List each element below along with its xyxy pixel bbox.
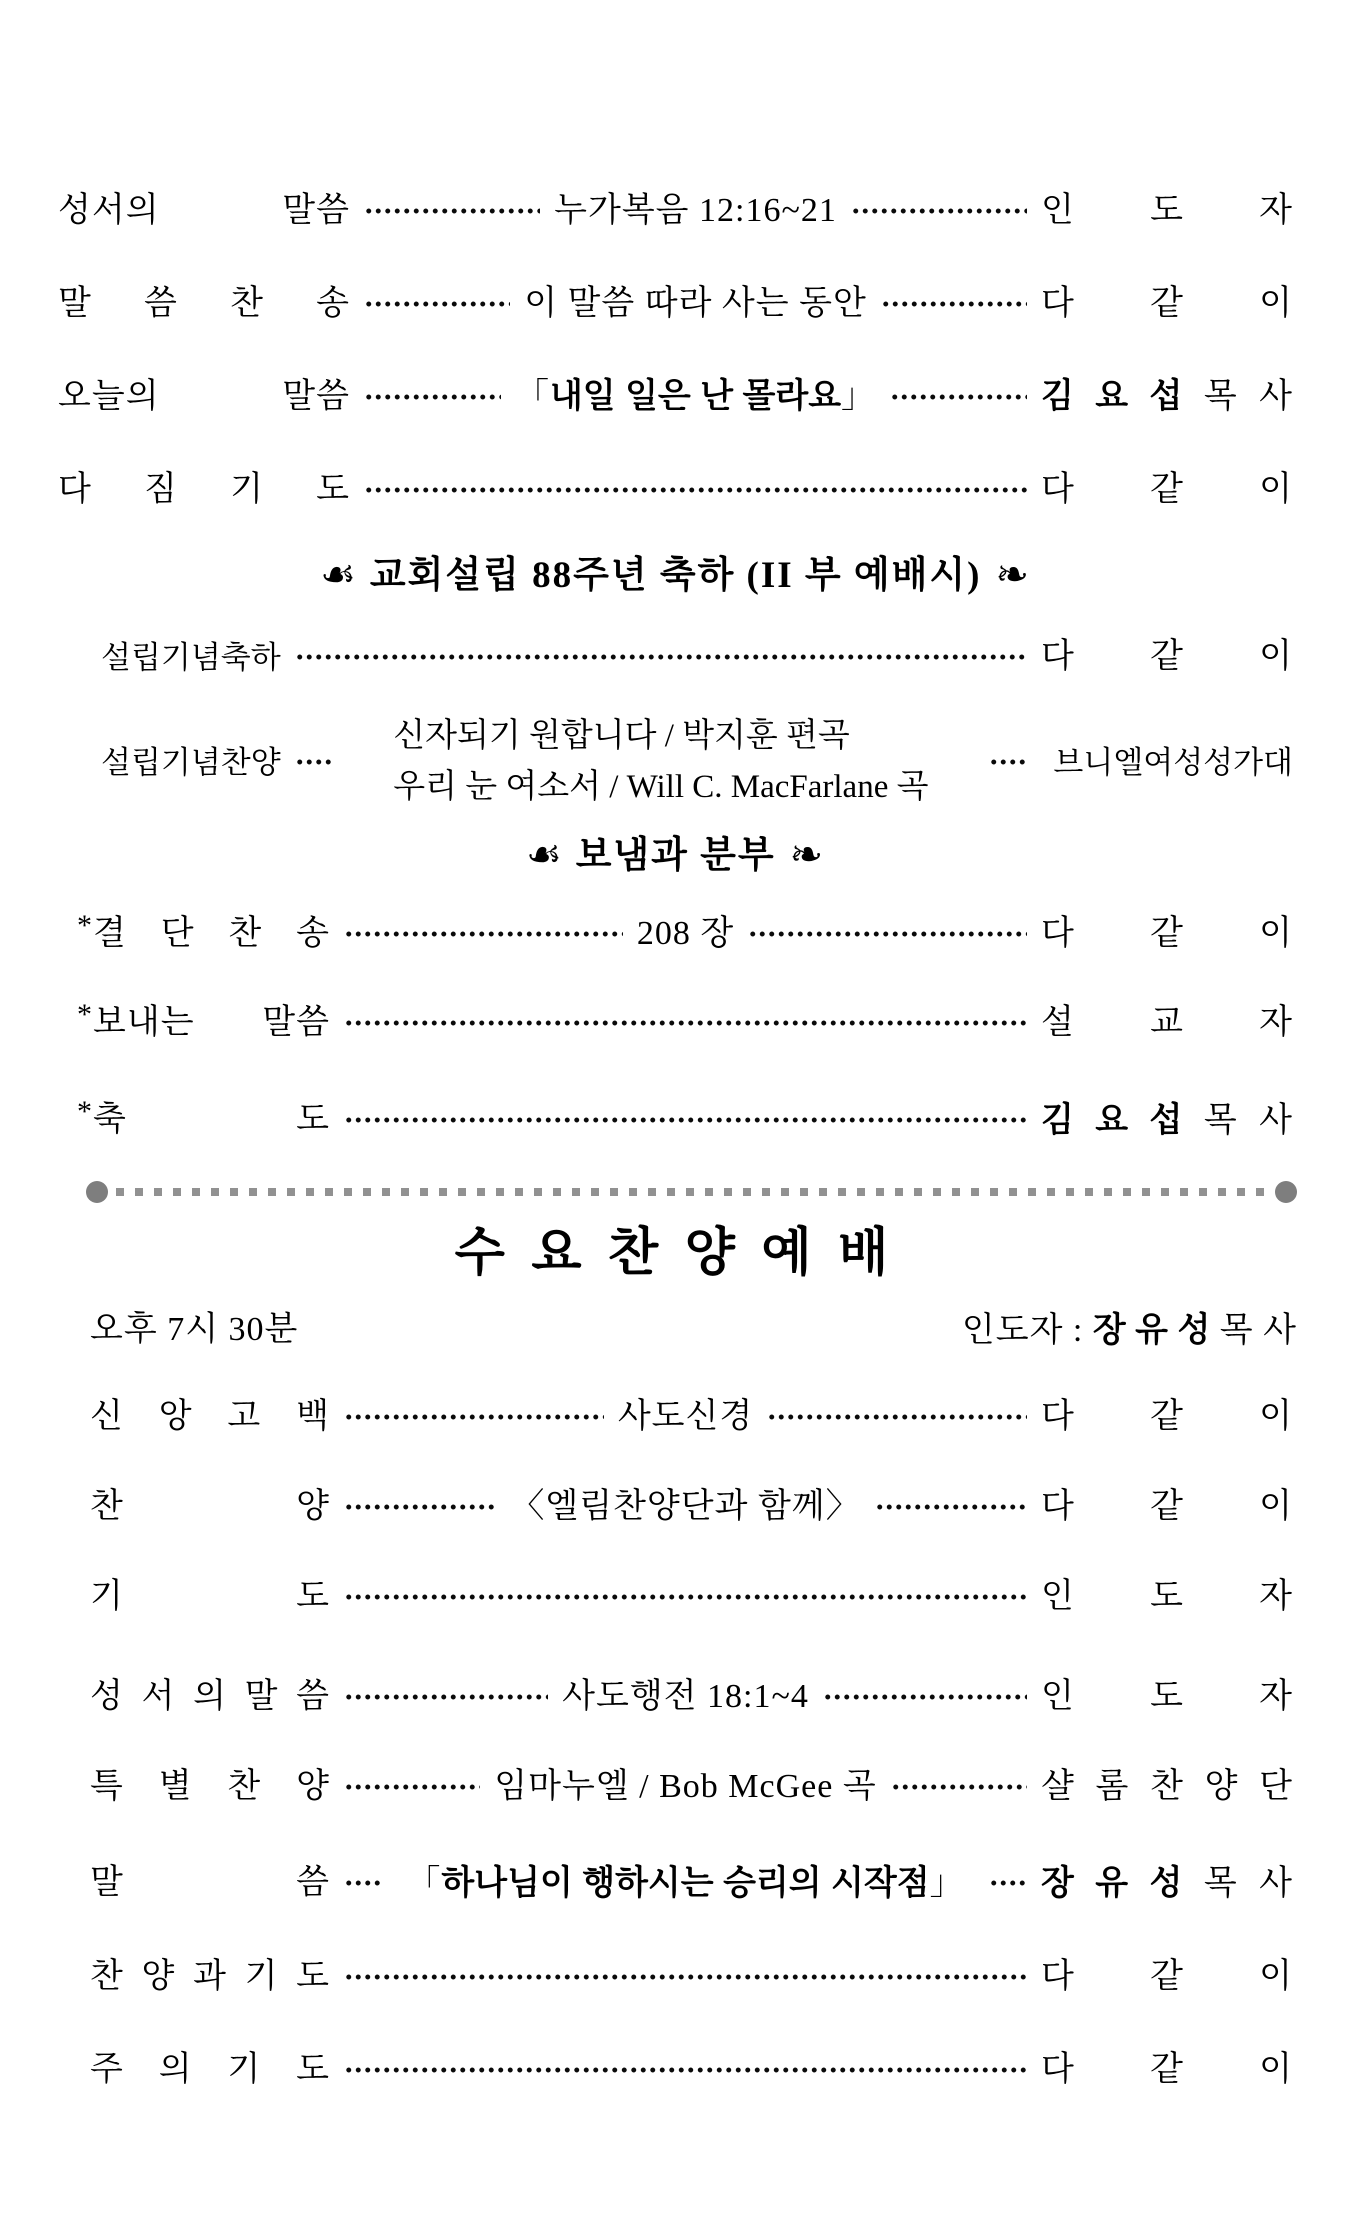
dot-leader	[875, 1502, 1027, 1512]
dot-leader	[344, 1692, 548, 1702]
order-row-benediction	[0, 1064, 1349, 1176]
dot-leader	[767, 1412, 1027, 1422]
row-label: 신 앙 고 백	[90, 1398, 330, 1435]
dot-leader	[989, 1878, 1027, 1888]
anthem-songs	[393, 711, 928, 813]
dot-leader	[344, 1878, 382, 1888]
row-right: 인 도 자	[1041, 191, 1293, 229]
divider-endcap-left	[86, 1181, 108, 1203]
row-right	[1041, 379, 1293, 414]
order-row-praise	[0, 1472, 1349, 1542]
divider-endcap-right	[1275, 1181, 1297, 1203]
wednesday-service-title: 수 요 찬 양 예 배	[454, 1224, 895, 1282]
leader-prefix: 인도자 :	[961, 1311, 1093, 1349]
row-label: 성 서 의 말 씀	[90, 1678, 330, 1715]
sermon-title-text: 내일 일은 난 몰라요	[549, 377, 842, 415]
row-label: 찬 양 과 기 도	[90, 1958, 330, 1995]
row-label: 말 씀 찬 송	[58, 284, 350, 322]
bracket-close: 」	[841, 378, 877, 415]
row-center: 임마누엘 / Bob McGee 곡	[494, 1768, 877, 1805]
pastor-title: 목 사	[1203, 378, 1293, 415]
sending-section-header	[0, 824, 1349, 886]
row-center: 이 말씀 따라 사는 동안	[524, 284, 867, 322]
row-right: 브니엘여성성가대	[1053, 744, 1293, 780]
row-center: 사도행전 18:1~4	[562, 1678, 809, 1715]
dot-leader	[989, 757, 1027, 767]
sermon-title	[396, 1863, 975, 1902]
order-row-sending-words	[0, 982, 1349, 1064]
dot-leader	[890, 392, 1027, 402]
fleuron-right-icon: ❧	[995, 552, 1029, 598]
row-label: 주 의 기 도	[90, 2051, 330, 2088]
order-row-commitment-prayer	[0, 443, 1349, 536]
dot-leader	[344, 1592, 1027, 1602]
dot-leader	[344, 1782, 480, 1792]
dot-leader	[344, 2065, 1027, 2075]
row-right: 다 같 이	[1041, 1958, 1293, 1995]
bracket-open: 「	[514, 378, 550, 415]
dot-leader	[344, 1502, 496, 1512]
dot-leader	[295, 652, 1027, 662]
section-divider	[86, 1176, 1297, 1208]
row-label: 설립기념축하	[101, 639, 281, 675]
dot-leader	[344, 1018, 1027, 1028]
anniversary-section-header	[0, 536, 1349, 614]
dot-leader	[823, 1692, 1027, 1702]
row-right: 다 같 이	[1041, 1488, 1294, 1525]
dot-leader	[364, 392, 501, 402]
divider-dotted-line	[116, 1188, 1267, 1196]
order-row-hymn	[0, 257, 1349, 350]
service-time: 오후 7시 30분	[90, 1311, 299, 1348]
row-label: 축 도	[93, 1101, 330, 1138]
row-right: 샬 롬 찬 양 단	[1041, 1768, 1293, 1805]
fleuron-left-icon: ☙	[525, 832, 562, 878]
order-row-closing-hymn	[0, 886, 1349, 982]
fleuron-left-icon: ☙	[320, 552, 356, 598]
row-label: 결 단 찬 송	[93, 915, 330, 952]
row-right: 다 같 이	[1041, 638, 1293, 675]
dot-leader	[344, 1412, 604, 1422]
row-center: 208 장	[636, 915, 735, 952]
pastor-name: 김 요 섭	[1041, 1100, 1183, 1139]
order-row-praise-and-prayer	[0, 1934, 1349, 2020]
row-label: 보내는 말씀	[93, 1004, 330, 1041]
row-label: 오늘의 말씀	[58, 377, 350, 415]
order-row-special-praise	[0, 1742, 1349, 1832]
order-row-scripture-2	[0, 1652, 1349, 1742]
row-label: 특 별 찬 양	[90, 1768, 330, 1805]
order-row-creed	[0, 1362, 1349, 1472]
bracket-close: 」	[929, 1864, 965, 1902]
section-header-text: 보냄과 분부	[575, 834, 776, 876]
service-leader	[961, 1310, 1297, 1349]
row-center: 누가복음 12:16~21	[554, 191, 837, 229]
row-right: 다 같 이	[1041, 2051, 1293, 2088]
pastor-title: 목 사	[1203, 1864, 1293, 1902]
row-right	[1041, 1863, 1293, 1902]
leader-name: 장 유 성	[1092, 1310, 1211, 1349]
asterisk-marker: *	[77, 998, 92, 1031]
row-label: 설립기념찬양	[101, 744, 281, 780]
service-time-row	[0, 1298, 1349, 1362]
row-label: 찬 양	[90, 1488, 330, 1525]
order-row-anniversary-congrats	[0, 614, 1349, 700]
row-label: 기 도	[90, 1578, 330, 1615]
section-header-text: 교회설립 88주년 축하 (II 부 예배시)	[369, 554, 982, 596]
dot-leader	[364, 206, 540, 216]
dot-leader	[891, 1782, 1027, 1792]
row-label: 다 짐 기 도	[58, 470, 350, 508]
row-right: 인 도 자	[1041, 1678, 1293, 1715]
row-label: 성서의 말씀	[58, 191, 350, 229]
pastor-title: 목 사	[1203, 1101, 1293, 1139]
dot-leader	[851, 206, 1027, 216]
dot-leader	[344, 1972, 1027, 1982]
dot-leader	[295, 757, 333, 767]
asterisk-marker: *	[77, 909, 92, 942]
row-right: 다 같 이	[1041, 1398, 1294, 1435]
asterisk-marker: *	[77, 1095, 92, 1128]
leader-title: 목 사	[1219, 1311, 1297, 1349]
row-label: 말 씀	[90, 1864, 330, 1901]
order-row-prayer	[0, 1542, 1349, 1652]
row-right: 다 같 이	[1041, 915, 1294, 952]
dot-leader	[364, 299, 510, 309]
sermon-title	[515, 379, 876, 414]
dot-leader	[364, 485, 1027, 495]
dot-leader	[881, 299, 1027, 309]
row-center: 〈엘림찬양단과 함께〉	[510, 1488, 861, 1525]
fleuron-right-icon: ❧	[789, 832, 824, 878]
order-row-sermon	[0, 350, 1349, 443]
order-row-anniversary-anthem	[0, 700, 1349, 824]
row-right: 다 같 이	[1041, 284, 1294, 322]
order-row-scripture	[0, 164, 1349, 257]
sermon-title-text: 하나님이 행하시는 승리의 시작점	[441, 1863, 930, 1902]
row-right	[1041, 1100, 1293, 1139]
row-right: 다 같 이	[1041, 470, 1293, 508]
order-row-lords-prayer	[0, 2020, 1349, 2120]
anthem-song-2: 우리 눈 여소서 / Will C. MacFarlane 곡	[393, 769, 929, 805]
bracket-open: 「	[406, 1864, 442, 1902]
pastor-name: 김 요 섭	[1041, 377, 1183, 415]
pastor-name: 장 유 성	[1041, 1863, 1183, 1902]
row-right: 인 도 자	[1041, 1578, 1293, 1615]
dot-leader	[344, 1115, 1027, 1125]
dot-leader	[748, 929, 1027, 939]
row-right: 설 교 자	[1041, 1004, 1293, 1041]
order-row-message	[0, 1832, 1349, 1934]
anthem-center-block	[347, 711, 975, 813]
dot-leader	[344, 929, 623, 939]
row-center: 사도신경	[617, 1398, 754, 1435]
anthem-song-1: 신자되기 원합니다 / 박지훈 편곡	[393, 717, 850, 754]
